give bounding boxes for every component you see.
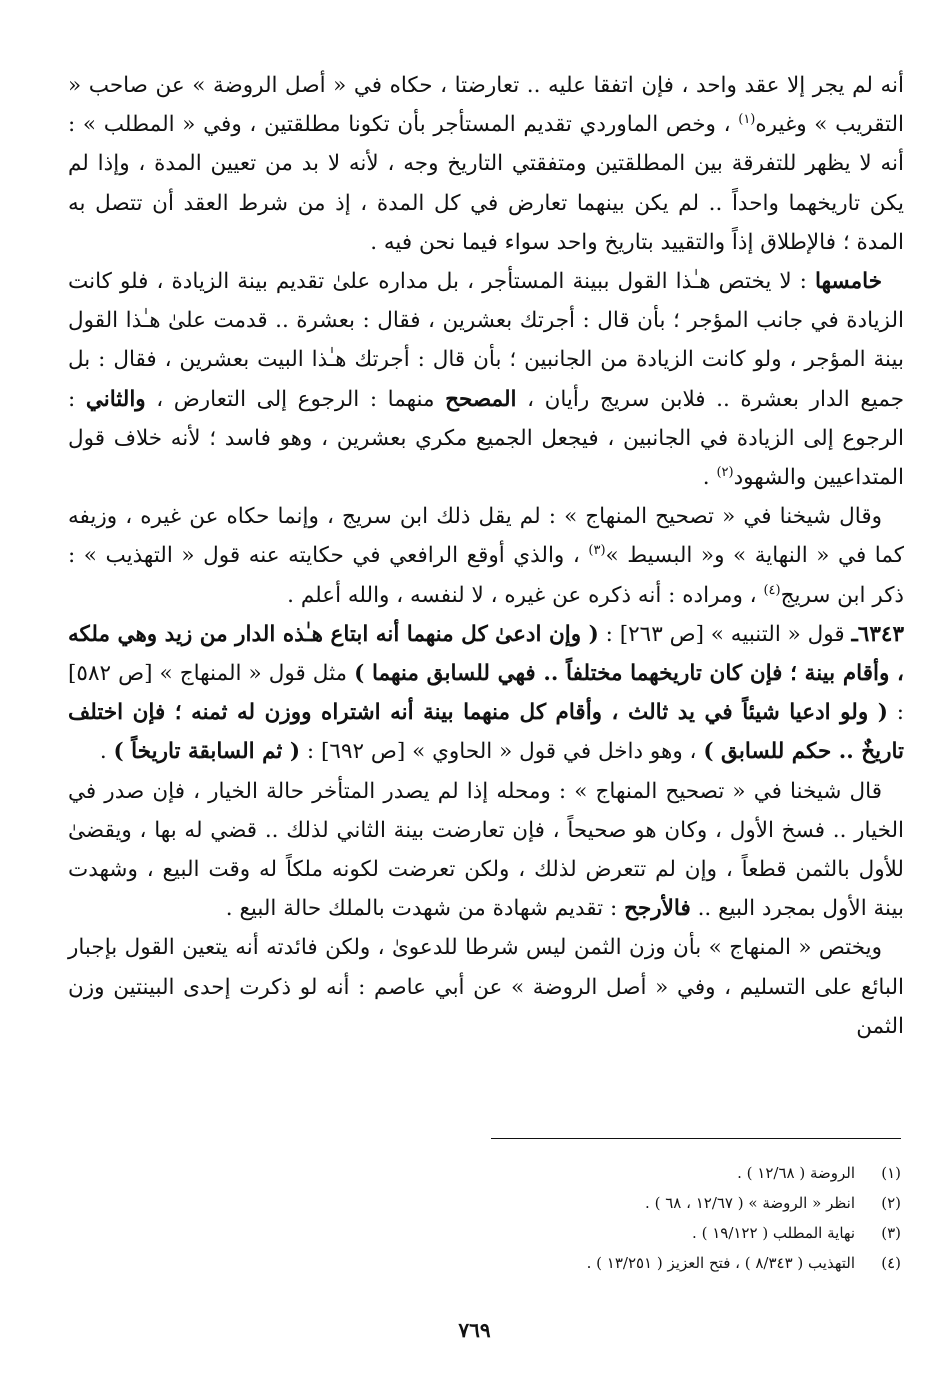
paragraph-text: ، والذي أوقع الرافعي في حكايته عنه قول « التهذيب » : ذكر ابن سريج bbox=[68, 543, 904, 608]
bold-term: والثاني bbox=[85, 386, 146, 412]
paragraph-text: ، وخص الماوردي تقديم المستأجر بأن تكونا مطلقتين ، وفي « المطلب » : أنه لا يظهر للتفرقة بين المطلقتين ومتفقتي التاريخ وجه ، لأنه لا بد من تعيين المدة ، وإذا لم يكن تاريخهما واحداً .. لم يكن بينهما تعارض في كل المدة ، إذ من شرط العقد أن تتصل به المدة ؛ فالإطلاق إذاً والتقييد بتاريخ واحد سواء فيما نحن فيه . bbox=[68, 112, 904, 255]
paragraph-text: : تقديم شهادة من شهدت بالملك حالة البيع . bbox=[225, 896, 618, 922]
footnote-text: انظر « الروضة » ( ١٢/٦٧ ، ٦٨ ) . bbox=[645, 1194, 855, 1212]
footnote-item bbox=[201, 1188, 901, 1218]
paragraph-text: قال شيخنا في « تصحيح المنهاج » : ومحله إذا لم يصدر المتأخر حالة الخيار ، فإن صدر في الخيار .. فسخ الأول ، وكان هو صحيحاً ، فإن تعارضت بينة الثاني لذلك .. قضي له بها ، ويقضىٰ للأول بالثمن قطعاً ، وإن لم تتعرض لذلك ، ولكن تعرضت لكونه ملكاً له وقت البيع ، وشهدت بينة الأول بمجرد البيع .. bbox=[68, 778, 904, 922]
paragraph-text: ، ومراده : أنه ذكره عن غيره ، لا لنفسه ، والله أعلم . bbox=[287, 582, 757, 608]
paragraph-text: . bbox=[99, 739, 107, 765]
paragraph-5 bbox=[68, 772, 904, 929]
paragraph-text: قول « التنبيه » [ص ٢٦٣] : bbox=[605, 621, 845, 647]
bold-term: المصحح bbox=[445, 386, 517, 412]
footnote-item bbox=[201, 1218, 901, 1248]
footnote-ref: (٤) bbox=[763, 582, 781, 598]
bold-term: فالأرجح bbox=[624, 896, 691, 922]
footnote-text: التهذيب ( ٨/٣٤٣ ) ، فتح العزيز ( ١٣/٢٥١ ) . bbox=[586, 1254, 855, 1272]
paragraph-3 bbox=[68, 497, 904, 615]
footnote-text: نهاية المطلب ( ١٩/١٢٢ ) . bbox=[692, 1224, 855, 1242]
footnote-divider bbox=[491, 1138, 901, 1139]
paragraph-text: مثل قول « المنهاج » [ص ٥٨٢] : bbox=[68, 661, 904, 726]
paragraph-text: . bbox=[702, 465, 710, 491]
footnote-item bbox=[201, 1248, 901, 1278]
bold-quote: ( وإن ادعىٰ كل منهما أنه ابتاع هـٰذه الدار من زيد وهي ملكه ، وأقام بينة ؛ فإن كان تاريخهما مختلفاً .. فهي للسابق منهما ) bbox=[68, 621, 904, 687]
footnote-number: (٣) bbox=[881, 1224, 901, 1242]
footnote-ref: (٢) bbox=[716, 464, 734, 480]
paragraph-text: أنه لم يجر إلا عقد واحد ، فإن اتفقا عليه .. تعارضتا ، حكاه في « أصل الروضة » عن صاحب « التقريب » وغيره bbox=[68, 73, 904, 138]
paragraph-text: وقال شيخنا في « تصحيح المنهاج » : لم يقل ذلك ابن سريج ، وإنما حكاه عن غيره ، وزيفه كما في « النهاية » و« البسيط » bbox=[68, 504, 904, 569]
bold-quote: ( ثم السابقة تاريخاً ) bbox=[113, 739, 301, 765]
paragraph-text: منهما : الرجوع إلى التعارض ، bbox=[156, 386, 435, 412]
page-number: ٧٦٩ bbox=[458, 1318, 491, 1342]
paragraph-text: ، وهو داخل في قول « الحاوي » [ص ٦٩٢] : bbox=[306, 739, 697, 765]
footnote-number: (٢) bbox=[881, 1194, 901, 1212]
footnotes bbox=[201, 1158, 901, 1278]
bold-quote: ( ولو ادعيا شيئاً في يد ثالث ، وأقام كل منهما بينة أنه اشتراه ووزن له ثمنه ؛ فإن اختلف تاريخٌ .. حكم للسابق ) bbox=[68, 700, 904, 765]
paragraph-1 bbox=[68, 66, 904, 262]
footnote-ref: (١) bbox=[738, 112, 756, 128]
paragraph-text: : الرجوع إلى الزيادة في الجانبين ، فيجعل الجميع مكري بعشرين ، وهو فاسد ؛ لأنه خلاف قول المتداعيين والشهود bbox=[68, 386, 904, 491]
footnote-ref: (٣) bbox=[588, 543, 606, 559]
paragraph-text: : لا يختص هـٰذا القول ببينة المستأجر ، بل مداره علىٰ تقديم بينة الزيادة ، فلو كانت الزيادة في جانب المؤجر ؛ بأن قال : أجرتك بعشرين ، فقال : بعشرة .. قدمت علىٰ هـٰذا القول بينة المؤجر ، ولو كانت الزيادة من الجانبين ؛ بأن قال : أجرتك هـٰذا البيت بعشرين ، فقال : بل جميع الدار بعشرة .. فلابن سريج رأيان ، bbox=[68, 269, 904, 412]
footnote-number: (١) bbox=[881, 1164, 901, 1182]
footnote-text: الروضة ( ١٢/٦٨ ) . bbox=[737, 1164, 855, 1182]
page-body bbox=[68, 66, 904, 1046]
paragraph-4 bbox=[68, 615, 904, 772]
paragraph-2 bbox=[68, 262, 904, 497]
paragraph-6 bbox=[68, 928, 904, 1046]
footnote-number: (٤) bbox=[881, 1254, 901, 1272]
bold-term: خامسها bbox=[815, 269, 882, 295]
paragraph-text: ويختص « المنهاج » بأن وزن الثمن ليس شرطا للدعوىٰ ، ولكن فائدته أنه يتعين القول بإجبار البائع على التسليم ، وفي « أصل الروضة » عن أبي عاصم : أنه لو ذكرت إحدى البينتين وزن الثمن bbox=[68, 935, 904, 1039]
footnote-item bbox=[201, 1158, 901, 1188]
entry-number: ٦٣٤٣ـ bbox=[851, 621, 904, 647]
